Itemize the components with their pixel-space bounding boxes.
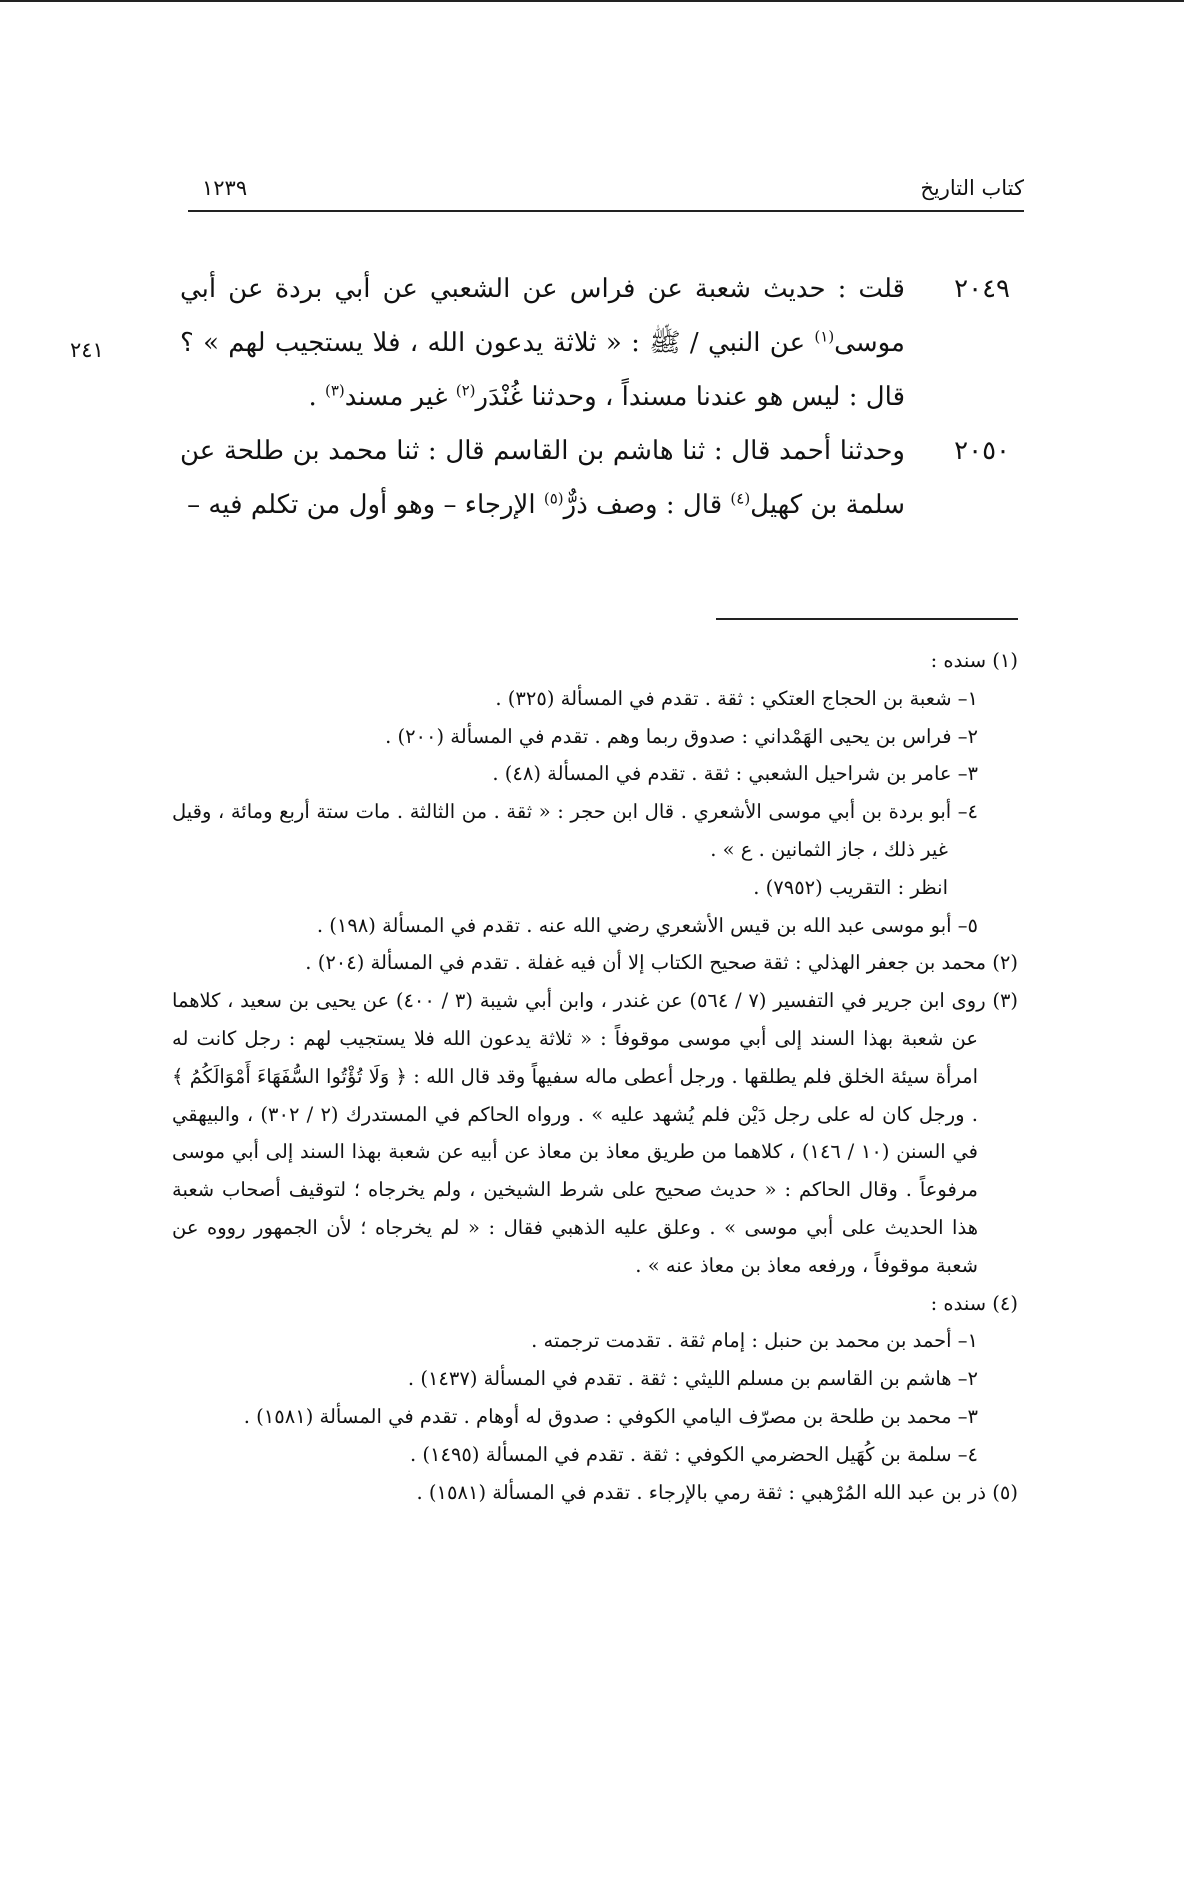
entry-text-part: غير مسند — [344, 382, 456, 412]
footnote-1-item: ٣– عامر بن شراحيل الشعبي : ثقة . تقدم في المسألة (٤٨) . — [492, 762, 978, 786]
footnote-4-item: ٣– محمد بن طلحة بن مصرّف اليامي الكوفي : صدوق له أوهام . تقدم في المسألة (١٥٨١) . — [243, 1404, 978, 1428]
footnote-ref: (١) — [814, 327, 835, 346]
entry-text-part: الإرجاء – وهو أول من تكلم فيه – — [187, 490, 544, 520]
entry-number: ٢٠٥٠ — [954, 436, 1010, 466]
main-text — [180, 262, 1010, 532]
entry-text-part: وحدثنا أحمد قال : ثنا هاشم بن القاسم قال : ثنا محمد بن طلحة عن سلمة بن كهيل — [180, 436, 905, 520]
margin-reference: ٢٤١ — [70, 338, 104, 362]
footnote-1-item: ٢– فراس بن يحيى الهَمْداني : صدوق ربما وهم . تقدم في المسألة (٢٠٠) . — [385, 724, 978, 748]
scan-top-edge — [0, 0, 1184, 2]
header-divider — [188, 210, 1024, 212]
entry-text-part: . — [308, 382, 325, 412]
footnote-4-item: ٢– هاشم بن القاسم بن مسلم الليثي : ثقة . تقدم في المسألة (١٤٣٧) . — [407, 1367, 978, 1391]
entry-text — [180, 262, 905, 424]
footnote-ref: (٥) — [543, 489, 564, 508]
footnote-1-item: ٥– أبو موسى عبد الله بن قيس الأشعري رضي الله عنه . تقدم في المسألة (١٩٨) . — [316, 913, 978, 937]
page-number: ١٢٣٩ — [202, 176, 248, 200]
footnote-ref: (٢) — [455, 381, 476, 400]
footnote-divider — [716, 618, 1018, 620]
footnote-1-item: انظر : التقريب (٧٩٥٢) . — [753, 875, 948, 899]
entry-2050 — [180, 424, 1010, 532]
footnote-1-item: ٤– أبو بردة بن أبي موسى الأشعري . قال ابن حجر : « ثقة . من الثالثة . مات ستة أربع ومائة ، وقيل غير ذلك ، جاز الثمانين . ع » . — [172, 800, 978, 861]
entry-text-part: قال : وصف ذرٌّ — [563, 490, 731, 520]
footnote-ref: (٤) — [730, 489, 751, 508]
entry-2049 — [180, 262, 1010, 424]
footnote-4-item: ١– أحمد بن محمد بن حنبل : إمام ثقة . تقدمت ترجمته . — [531, 1329, 978, 1353]
entry-text-part: قلت : حديث شعبة عن فراس عن الشعبي عن أبي بردة عن أبي موسى — [180, 274, 905, 358]
entry-text-part: عن النبي / ﷺ : « ثلاثة يدعون الله ، فلا يستجيب لهم » ؟ قال : ليس هو عندنا مسنداً ، وحدثنا غُنْدَر — [180, 328, 905, 412]
footnote-1-heading: (١) سنده : — [930, 649, 1018, 672]
footnote-1-item: ١– شعبة بن الحجاج العتكي : ثقة . تقدم في المسألة (٣٢٥) . — [495, 686, 978, 710]
footnote-ref: (٣) — [325, 381, 345, 400]
footnotes — [172, 642, 1018, 1511]
footnote-5: (٥) ذر بن عبد الله المُرْهبي : ثقة رمي بالإرجاء . تقدم في المسألة (١٥٨١) . — [416, 1480, 1018, 1504]
footnote-4-heading: (٤) سنده : — [930, 1291, 1018, 1315]
entry-number: ٢٠٤٩ — [954, 274, 1010, 304]
header-title: كتاب التاريخ — [920, 176, 1024, 200]
footnote-4-item: ٤– سلمة بن كُهَيل الحضرمي الكوفي : ثقة . تقدم في المسألة (١٤٩٥) . — [409, 1442, 978, 1466]
footnote-3: (٣) روى ابن جرير في التفسير (٧ / ٥٦٤) عن غندر ، وابن أبي شيبة (٣ / ٤٠٠) عن يحيى بن سعيد ، كلاهما عن شعبة بهذا السند إلى أبي موسى موقوفاً : « ثلاثة يدعون الله فلا يستجيب لهم : رجل كانت له امرأة سيئة الخلق فلم يطلقها . ورجل أعطى ماله سفيهاً وقد قال الله : ﴿ وَلَا تُؤْتُوا السُّفَهَاءَ أَمْوَالَكُمُ ﴾ . ورجل كان له على رجل دَيْن فلم يُشهد عليه » . ورواه الحاكم في المستدرك (٢ / ٣٠٢) ، والبيهقي في السنن (١٠ / ١٤٦) ، كلاهما من طريق معاذ بن معاذ عن أبيه عن شعبة بهذا السند إلى أبي موسى مرفوعاً . وقال الحاكم : « حديث صحيح على شرط الشيخين ، ولم يخرجاه ؛ لتوقيف أصحاب شعبة هذا الحديث على أبي موسى » . وعلق عليه الذهبي فقال : « لم يخرجاه ؛ لأن الجمهور رووه عن شعبة موقوفاً ، ورفعه معاذ بن معاذ عنه » . — [172, 989, 1019, 1277]
entry-text — [180, 424, 905, 532]
running-header — [188, 170, 1024, 212]
footnote-2: (٢) محمد بن جعفر الهذلي : ثقة صحيح الكتاب إلا أن فيه غفلة . تقدم في المسألة (٢٠٤) . — [305, 951, 1018, 975]
